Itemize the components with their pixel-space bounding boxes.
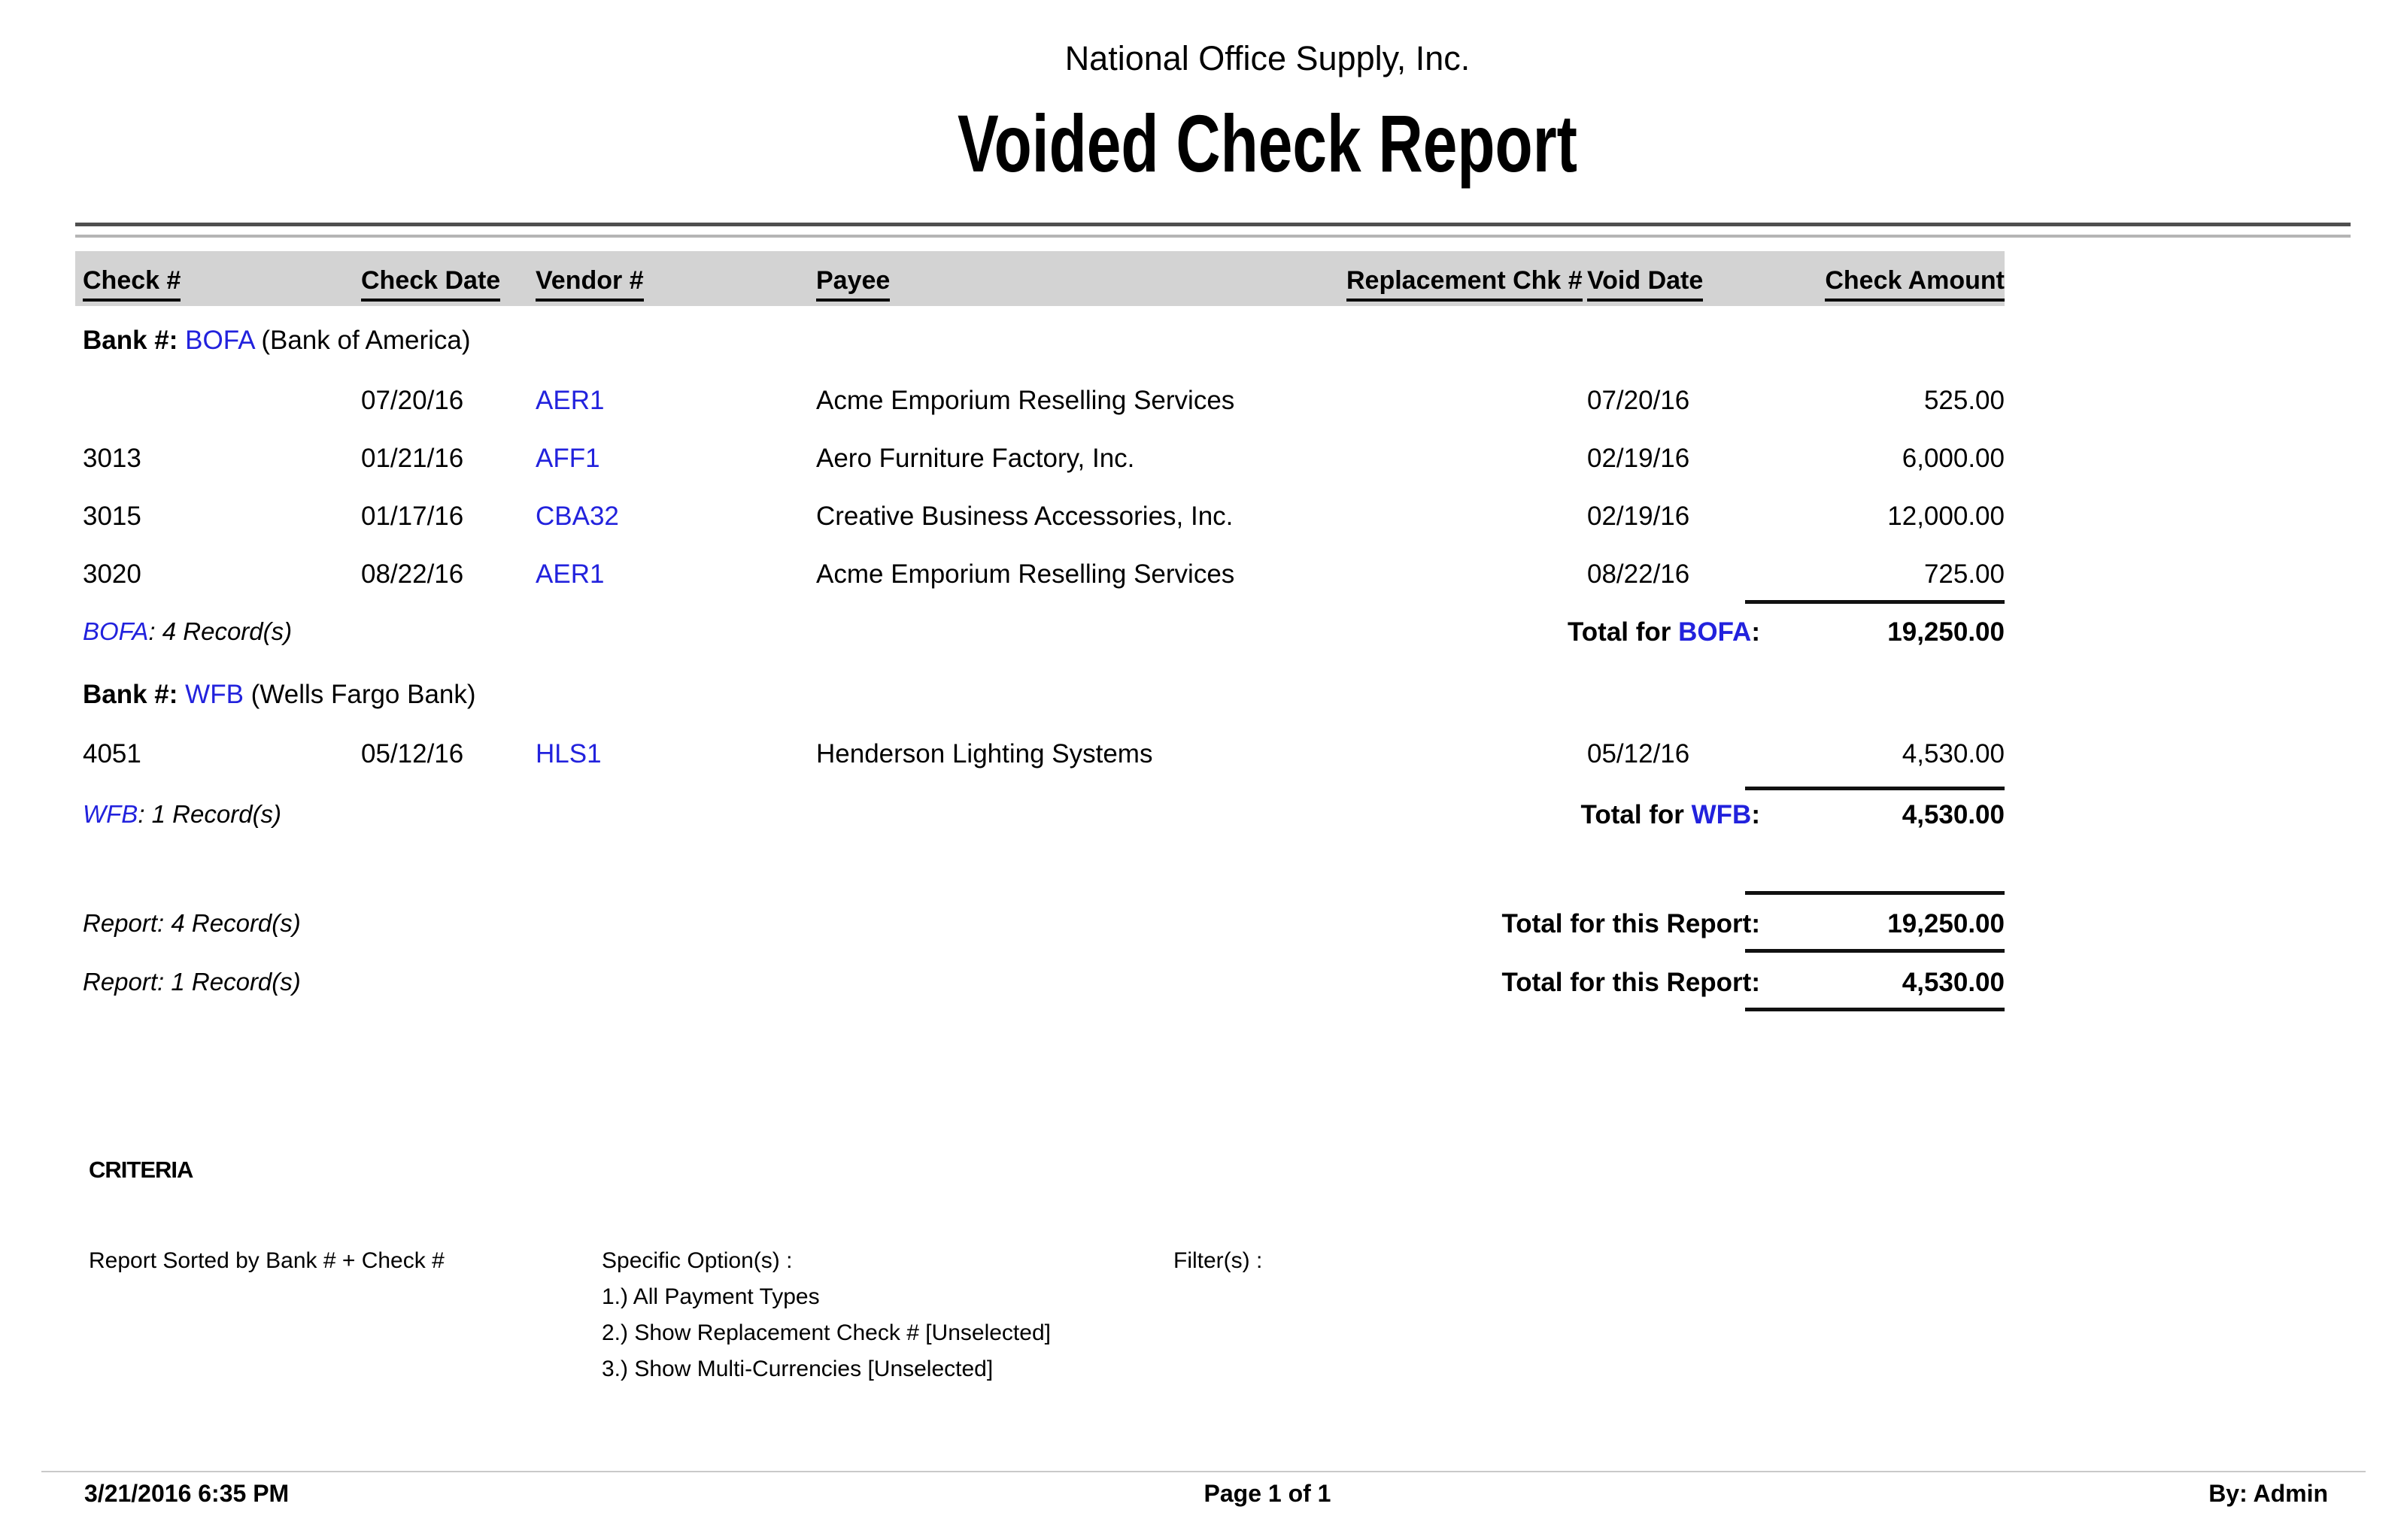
table-row (75, 443, 2005, 474)
cell-amount: 525.00 (1923, 386, 2005, 415)
criteria-sorted-by: Report Sorted by Bank # + Check # (89, 1248, 445, 1273)
criteria-options-label: Specific Option(s) : (602, 1248, 793, 1273)
criteria-option: 3.) Show Multi-Currencies [Unselected] (602, 1357, 994, 1381)
group-total-label: Total for BOFA: (1568, 617, 1760, 647)
cell-check-no (75, 385, 361, 417)
cell-payee: Acme Emporium Reselling Services (816, 386, 1235, 415)
cell-vendor-link[interactable]: AFF1 (536, 444, 600, 473)
cell-vendor-link[interactable]: HLS1 (536, 739, 602, 768)
cell-void-date: 02/19/16 (1587, 502, 1690, 531)
cell-check-date: 05/12/16 (361, 739, 464, 768)
cell-check-date: 08/22/16 (361, 559, 464, 589)
group-total-rule (1745, 787, 2005, 790)
table-row (75, 385, 2005, 417)
bank-code-link[interactable]: WFB (185, 680, 244, 709)
bank-label: Bank #: (83, 680, 178, 709)
footer-page-number: Page 1 of 1 (1204, 1480, 1331, 1507)
bank-label: Bank #: (83, 326, 178, 355)
report-total-label: Total for this Report: (1501, 968, 1760, 997)
cell-check-no: 3020 (83, 559, 141, 589)
group-total-row (75, 799, 2005, 832)
criteria-filters-label: Filter(s) : (1173, 1248, 1263, 1273)
cell-payee: Creative Business Accessories, Inc. (816, 502, 1234, 531)
cell-payee: Acme Emporium Reselling Services (816, 559, 1235, 589)
footer-divider (41, 1471, 2366, 1472)
cell-amount: 6,000.00 (1902, 444, 2005, 473)
title-divider-top (75, 223, 2351, 226)
report-total-amount: 4,530.00 (1902, 968, 2005, 997)
report-total-row (75, 908, 2005, 941)
report-total-label: Total for this Report: (1501, 909, 1760, 938)
criteria-option: 2.) Show Replacement Check # [Unselected] (602, 1320, 1051, 1345)
report-total-row (75, 967, 2005, 1000)
group-total-amount: 4,530.00 (1902, 800, 2005, 829)
cell-check-no: 3013 (83, 444, 141, 473)
bank-name: (Bank of America) (261, 326, 471, 355)
cell-check-no: 3015 (83, 502, 141, 531)
cell-payee: Aero Furniture Factory, Inc. (816, 444, 1135, 473)
cell-void-date: 08/22/16 (1587, 559, 1690, 589)
cell-check-date: 07/20/16 (361, 386, 464, 415)
bank-group-header-wfb (83, 679, 476, 711)
cell-check-date: 01/21/16 (361, 444, 464, 473)
footer-datetime: 3/21/2016 6:35 PM (84, 1480, 290, 1507)
bank-name: (Wells Fargo Bank) (250, 680, 476, 709)
cell-replacement (1346, 559, 1587, 590)
page-title: Voided Check Report (958, 98, 1577, 189)
title-divider-bottom (75, 235, 2351, 238)
column-header-check-amount: Check Amount (1753, 265, 2005, 302)
cell-void-date: 07/20/16 (1587, 386, 1690, 415)
cell-vendor-link[interactable]: CBA32 (536, 502, 619, 531)
cell-replacement (1346, 385, 1587, 417)
column-header-void-date: Void Date (1587, 265, 1753, 302)
cell-vendor-link[interactable]: AER1 (536, 386, 605, 415)
column-header-replacement-chk: Replacement Chk # (1346, 265, 1587, 302)
cell-replacement (1346, 501, 1587, 532)
cell-amount: 725.00 (1923, 559, 2005, 589)
group-record-count: WFB: 1 Record(s) (83, 800, 282, 828)
cell-check-no: 4051 (83, 739, 141, 768)
group-total-amount: 19,250.00 (1887, 617, 2005, 647)
group-total-label: Total for WFB: (1580, 800, 1760, 829)
column-header-check-no: Check # (75, 265, 361, 302)
report-total-amount: 19,250.00 (1887, 909, 2005, 938)
table-row (75, 738, 2005, 770)
column-header-vendor-no: Vendor # (536, 265, 816, 302)
report-total-rule (1745, 949, 2005, 953)
company-name: National Office Supply, Inc. (1064, 39, 1471, 77)
cell-payee: Henderson Lighting Systems (816, 739, 1153, 768)
table-row (75, 559, 2005, 590)
cell-replacement (1346, 738, 1587, 770)
group-total-row (75, 617, 2005, 650)
table-header-row (75, 265, 2005, 302)
footer-generated-by: By: Admin (2208, 1480, 2328, 1507)
bank-code-link[interactable]: BOFA (185, 326, 254, 355)
criteria-option: 1.) All Payment Types (602, 1284, 820, 1309)
group-record-count: BOFA: 4 Record(s) (83, 617, 293, 645)
table-row (75, 501, 2005, 532)
cell-amount: 4,530.00 (1902, 739, 2005, 768)
column-header-check-date: Check Date (361, 265, 536, 302)
criteria-heading: CRITERIA (89, 1157, 193, 1183)
report-total-bottom-rule (1745, 1008, 2005, 1011)
report-total-rule (1745, 891, 2005, 895)
bank-group-header-bofa (83, 325, 471, 356)
cell-void-date: 02/19/16 (1587, 444, 1690, 473)
group-total-rule (1745, 600, 2005, 604)
column-header-payee: Payee (816, 265, 1346, 302)
cell-vendor-link[interactable]: AER1 (536, 559, 605, 589)
cell-void-date: 05/12/16 (1587, 739, 1690, 768)
report-record-count: Report: 4 Record(s) (83, 909, 301, 937)
cell-check-date: 01/17/16 (361, 502, 464, 531)
report-record-count: Report: 1 Record(s) (83, 968, 301, 996)
cell-replacement (1346, 443, 1587, 474)
cell-amount: 12,000.00 (1887, 502, 2005, 531)
